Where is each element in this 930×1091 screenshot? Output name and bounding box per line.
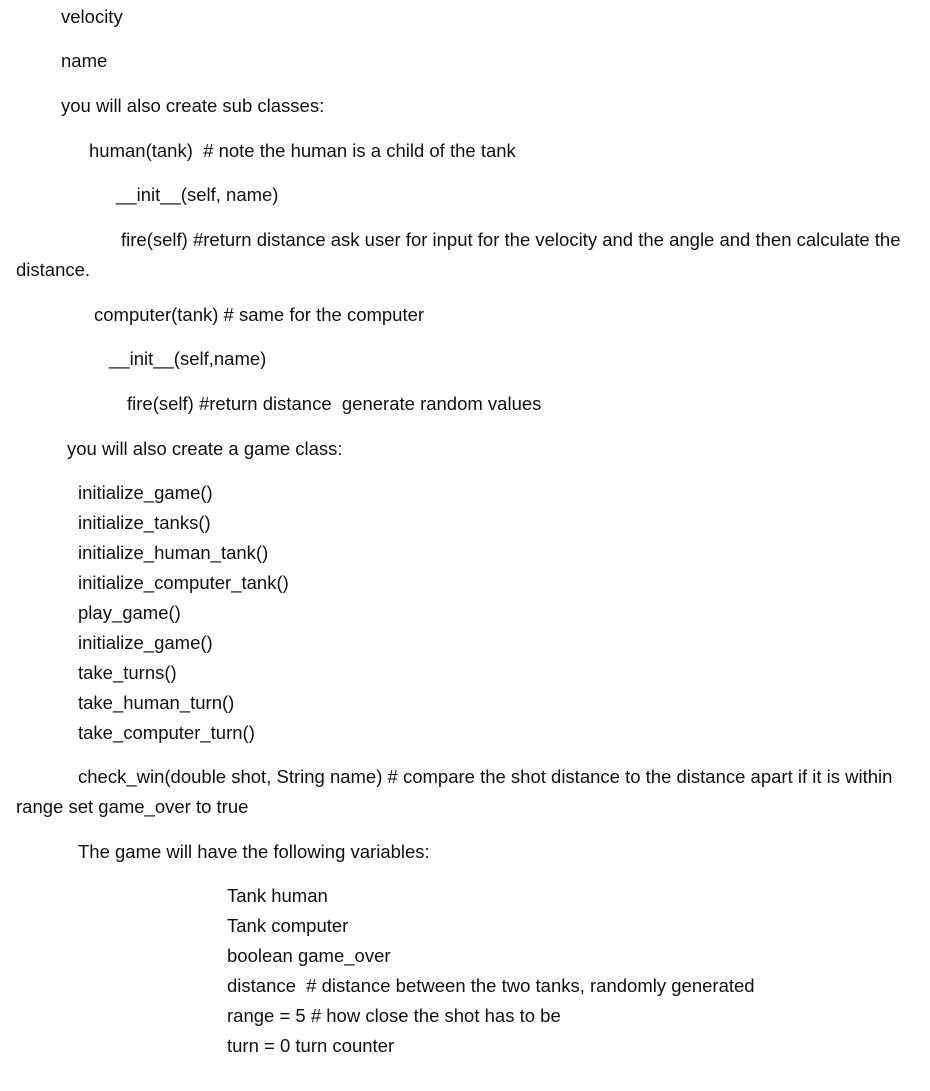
human-class-header: human(tank) # note the human is a child of the tank — [89, 140, 516, 161]
game-method: initialize_human_tank() — [78, 542, 269, 563]
game-method: initialize_game() — [78, 482, 213, 503]
game-method: take_human_turn() — [78, 692, 235, 713]
game-variable: distance # distance between the two tanks, randomly generated — [227, 975, 755, 996]
variables-intro: The game will have the following variables: — [78, 841, 430, 862]
game-method: take_computer_turn() — [78, 722, 255, 743]
game-method: initialize_game() — [78, 632, 213, 653]
game-method: take_turns() — [78, 662, 177, 683]
computer-fire-method: fire(self) #return distance generate random values — [127, 393, 542, 414]
game-methods-list — [78, 478, 289, 748]
computer-class-header: computer(tank) # same for the computer — [94, 304, 425, 325]
game-class-intro: you will also create a game class: — [67, 438, 343, 459]
game-method: initialize_computer_tank() — [78, 572, 289, 593]
game-variable: range = 5 # how close the shot has to be — [227, 1005, 561, 1026]
game-variable: boolean game_over — [227, 945, 391, 966]
game-method: initialize_tanks() — [78, 512, 211, 533]
subclasses-intro: you will also create sub classes: — [61, 95, 325, 116]
computer-init-method: __init__(self,name) — [109, 348, 267, 369]
game-variables-list — [227, 881, 755, 1061]
human-init-method: __init__(self, name) — [116, 184, 279, 205]
game-method: play_game() — [78, 602, 181, 623]
game-variable: Tank computer — [227, 915, 349, 936]
game-variable: Tank human — [227, 885, 328, 906]
game-variable: turn = 0 turn counter — [227, 1035, 395, 1056]
field-name: name — [61, 50, 108, 71]
human-fire-method: fire(self) #return distance ask user for input for the velocity and the angle and then calculate the distance. — [16, 229, 901, 280]
field-velocity: velocity — [61, 6, 123, 27]
check-win-method: check_win(double shot, String name) # compare the shot distance to the distance apart if it is within range set game_over to true — [16, 766, 893, 817]
